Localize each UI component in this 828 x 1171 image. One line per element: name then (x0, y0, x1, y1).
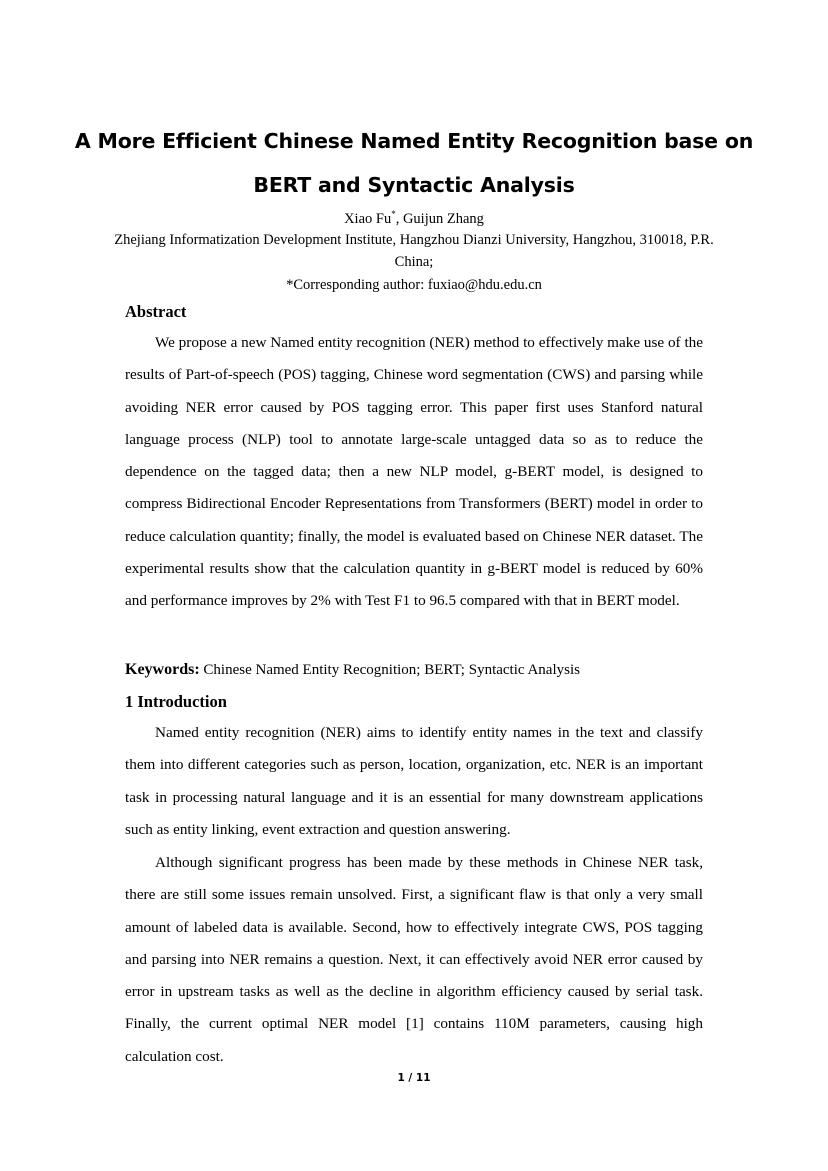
introduction-heading: 1 Introduction (125, 692, 227, 711)
author-names-rest: , Guijun Zhang (395, 211, 484, 227)
intro-paragraph-1: Named entity recognition (NER) aims to identify entity names in the text and classify them into different categories such as person, location, organization, etc. NER is an important task in processing natural language and it is an essential for many downstream applications such as entity linking, event extraction and question answering. (125, 724, 703, 838)
corresponding-author: *Corresponding author: fuxiao@hdu.edu.cn (286, 277, 542, 293)
author-name: Xiao Fu (344, 211, 392, 227)
abstract-text: We propose a new Named entity recognition (NER) method to effectively make use of the results of Part-of-speech (POS) tagging, Chinese word segmentation (CWS) and parsing while avoiding NER error caused by POS tagging error. This paper first uses Stanford natural language process (NLP) tool to annotate large-scale untagged data so as to reduce the dependence on the tagged data; then a new NLP model, g-BERT model, is designed to compress Bidirectional Encoder Representations from Transformers (BERT) model in order to reduce calculation quantity; finally, the model is evaluated based on Chinese NER dataset. The experimental results show that the calculation quantity in g-BERT model is reduced by 60% and performance improves by 2% with Test F1 to 96.5 compared with that in BERT model. (125, 334, 703, 610)
author-line (0, 208, 828, 230)
keywords-text: Chinese Named Entity Recognition; BERT; Syntactic Analysis (199, 662, 580, 678)
keywords-label: Keywords: (125, 661, 200, 678)
abstract-heading: Abstract (125, 302, 187, 321)
affiliation: Zhejiang Informatization Development Institute, Hangzhou Dianzi University, Hangzhou, 310018, P.R. China; (114, 232, 714, 270)
paper-title: A More Efficient Chinese Named Entity Recognition base on BERT and Syntactic Analysis (74, 129, 754, 197)
keywords (125, 658, 703, 682)
intro-paragraph-2: Although significant progress has been made by these methods in Chinese NER task, there are still some issues remain unsolved. First, a significant flaw is that only a very small amount of labeled data is available. Second, how to effectively integrate CWS, POS tagging and parsing into NER remains a question. Next, it can effectively avoid NER error caused by error in upstream tasks as well as the decline in algorithm efficiency caused by serial task. Finally, the current optimal NER model [1] contains 110M parameters, causing high calculation cost. (125, 854, 703, 1065)
page-number: 1 / 11 (397, 1072, 431, 1084)
corresponding-mark: * (391, 209, 396, 220)
